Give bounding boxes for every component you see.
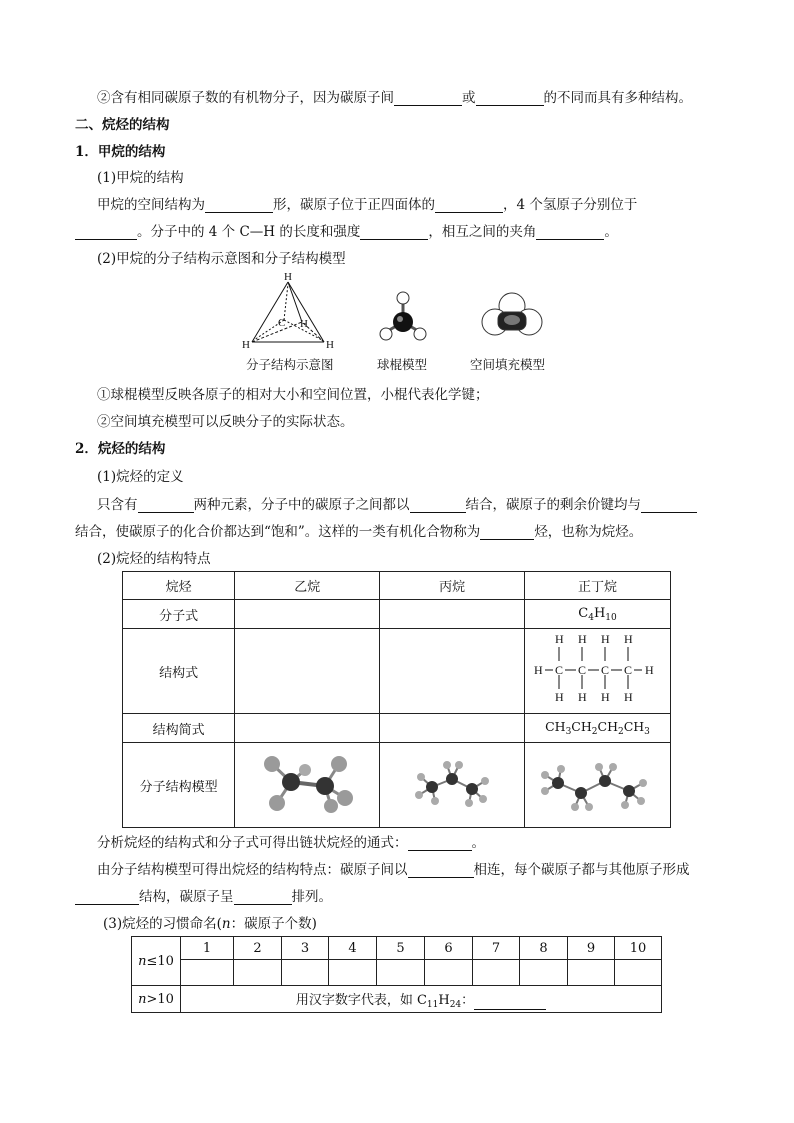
svg-text:H: H [533, 663, 543, 677]
table-cell[interactable] [235, 629, 380, 714]
number-header: 6 [425, 937, 473, 960]
number-header: 3 [282, 937, 329, 960]
item-heading: (2)甲烷的分子结构示意图和分子结构模型 [97, 251, 346, 267]
table-cell[interactable] [380, 629, 525, 714]
text-line: ②空间填充模型可以反映分子的实际状态。 [97, 414, 354, 430]
text: ②含有相同碳原子数的有机物分子，因为碳原子间 [97, 90, 394, 106]
text: 。分子中的 4 个 C—H 的长度和强度 [137, 224, 361, 240]
svg-text:H: H [577, 690, 587, 704]
svg-text:C: C [554, 663, 563, 677]
text-line [97, 493, 697, 513]
row-label: n>10 [132, 986, 181, 1013]
space-filling-model [482, 293, 542, 335]
atom-label: H [326, 339, 334, 351]
item-heading: (2)烷烃的结构特点 [97, 551, 211, 567]
blank[interactable] [435, 198, 503, 213]
table-cell[interactable] [235, 600, 380, 629]
text: 甲烷的空间结构为 [97, 197, 205, 213]
atom-label: H [300, 318, 308, 330]
text: ，4 个氢原子分别位于 [503, 197, 638, 213]
atom-label: H [242, 339, 250, 351]
butane-structural-formula [525, 629, 671, 714]
table-header: 丙烷 [380, 572, 525, 600]
blank[interactable] [476, 91, 544, 106]
blank[interactable] [408, 863, 474, 878]
text: 或 [462, 90, 476, 106]
item-heading: (3)烷烃的习惯命名(n：碳原子个数) [103, 916, 317, 932]
number-header: 8 [520, 937, 568, 960]
table-header: 正丁烷 [525, 572, 671, 600]
text-line [97, 86, 692, 106]
naming-table [131, 936, 662, 1013]
item-heading: (1)烷烃的定义 [97, 469, 184, 485]
blank[interactable] [234, 890, 292, 905]
blank[interactable] [536, 225, 604, 240]
answer-cell[interactable] [473, 960, 520, 986]
blank[interactable] [75, 890, 139, 905]
number-header: 1 [181, 937, 234, 960]
blank[interactable] [474, 995, 546, 1010]
structural-formula-svg [528, 629, 668, 709]
butane-model [525, 743, 671, 828]
text: 结构，碳原子呈 [139, 889, 234, 905]
number-header: 7 [473, 937, 520, 960]
subsection-heading: 2．烷烃的结构 [75, 441, 166, 457]
svg-text:H: H [623, 632, 633, 646]
text-line [75, 885, 332, 905]
table-header: 乙烷 [235, 572, 380, 600]
blank[interactable] [138, 498, 194, 513]
blank[interactable] [394, 91, 462, 106]
text: 只含有 [97, 497, 138, 513]
blank[interactable] [205, 198, 273, 213]
text: 结合，使碳原子的化合价都达到“饱和”。这样的一类有机化合物称为 [75, 524, 481, 540]
svg-text:H: H [577, 632, 587, 646]
blank[interactable] [410, 498, 466, 513]
text: 分析烷烃的结构式和分子式可得出链状烷烃的通式： [97, 835, 408, 851]
svg-text:H: H [600, 632, 610, 646]
svg-text:H: H [644, 663, 654, 677]
row-label: 分子式 [123, 600, 235, 629]
text: 。 [471, 835, 485, 851]
text: 形，碳原子位于正四面体的 [273, 197, 435, 213]
atom-label: H [284, 271, 292, 283]
svg-text:C: C [623, 663, 632, 677]
text: 由分子结构模型可得出烷烃的结构特点：碳原子间以 [97, 862, 408, 878]
blank[interactable] [480, 525, 534, 540]
text: 烃，也称为烷烃。 [534, 524, 643, 540]
tetrahedron-diagram [242, 271, 334, 351]
text-line: ①球棍模型反映各原子的相对大小和空间位置，小棍代表化学键； [97, 387, 489, 403]
svg-text:C: C [600, 663, 609, 677]
alkane-structure-table [122, 571, 671, 828]
text-line [97, 193, 637, 213]
propane-model-svg [397, 753, 507, 813]
item-heading: (1)甲烷的结构 [97, 170, 184, 186]
figure-caption: 空间填充模型 [470, 357, 546, 372]
row-label: 分子结构模型 [123, 743, 235, 828]
table-cell[interactable] [380, 714, 525, 743]
atom-label: C [278, 317, 286, 329]
text: 结合，碳原子的剩余价键均与 [465, 497, 641, 513]
row-label: n≤10 [132, 937, 181, 986]
row-label: 结构式 [123, 629, 235, 714]
number-header: 9 [568, 937, 615, 960]
butane-formula: $C_4H_{10}$ [525, 600, 671, 629]
answer-cell[interactable] [329, 960, 377, 986]
section-heading: 二、烷烃的结构 [75, 117, 170, 133]
svg-text:H: H [623, 690, 633, 704]
figure-caption: 分子结构示意图 [246, 357, 334, 372]
answer-cell[interactable] [377, 960, 425, 986]
number-header: 5 [377, 937, 425, 960]
number-header: 10 [615, 937, 662, 960]
butane-model-svg [533, 753, 663, 813]
ethane-model-svg [247, 748, 367, 818]
row-label: 结构简式 [123, 714, 235, 743]
text: 两种元素，分子中的碳原子之间都以 [193, 497, 410, 513]
answer-cell[interactable] [425, 960, 473, 986]
answer-cell[interactable] [615, 960, 662, 986]
table-header: 烷烃 [123, 572, 235, 600]
number-header: 4 [329, 937, 377, 960]
answer-cell[interactable] [282, 960, 329, 986]
blank[interactable] [75, 225, 137, 240]
svg-text:H: H [554, 632, 564, 646]
number-header: 2 [234, 937, 282, 960]
blank[interactable] [641, 498, 697, 513]
ethane-model [235, 743, 380, 828]
answer-cell[interactable] [520, 960, 568, 986]
answer-cell[interactable] [568, 960, 615, 986]
text-line [97, 831, 485, 851]
table-cell[interactable] [380, 600, 525, 629]
text: 排列。 [291, 889, 332, 905]
propane-model [380, 743, 525, 828]
ball-and-stick-model [380, 292, 426, 340]
text: 的不同而具有多种结构。 [543, 90, 692, 106]
table-cell[interactable] [235, 714, 380, 743]
text-line [75, 220, 618, 240]
blank[interactable] [408, 836, 472, 851]
butane-condensed-formula: $CH_3CH_2CH_2CH_3$ [525, 714, 671, 743]
subsection-heading: 1．甲烷的结构 [75, 144, 166, 160]
text-line [97, 858, 690, 878]
text: 相连，每个碳原子都与其他原子形成 [473, 862, 690, 878]
answer-cell[interactable] [181, 960, 234, 986]
text: ，相互之间的夹角 [428, 224, 537, 240]
answer-cell[interactable] [234, 960, 282, 986]
svg-text:C: C [577, 663, 586, 677]
figure-caption: 球棍模型 [377, 357, 428, 372]
svg-text:H: H [600, 690, 610, 704]
blank[interactable] [360, 225, 428, 240]
text: 。 [604, 224, 618, 240]
text-line [75, 520, 642, 540]
methane-figure [240, 270, 560, 352]
naming-rule: 用汉字数字代表，如 $C_{11}H_{24}$： [181, 986, 662, 1013]
svg-text:H: H [554, 690, 564, 704]
